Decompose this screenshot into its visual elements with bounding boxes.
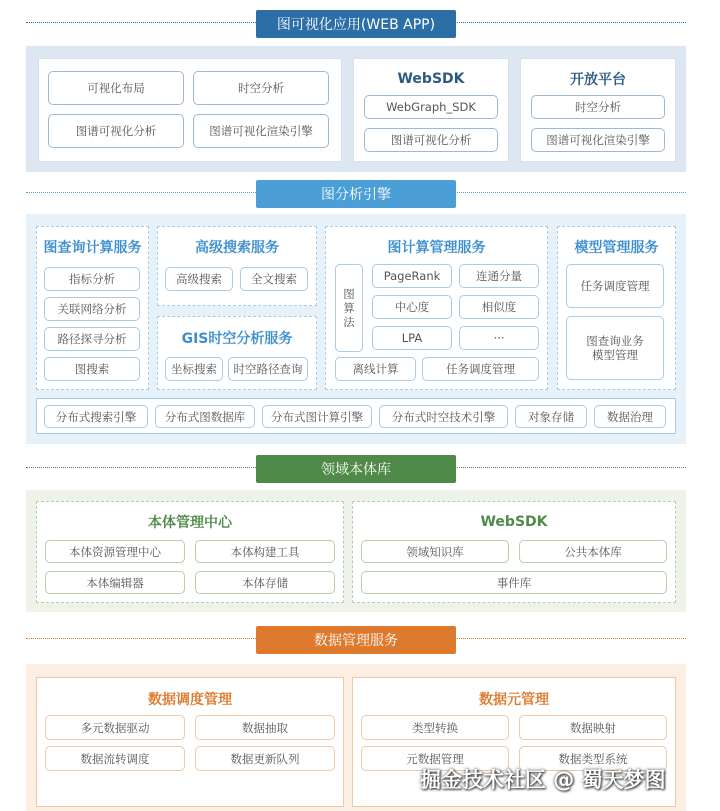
btn-ontology-editor[interactable]: 本体编辑器 [45, 571, 185, 594]
btn-offline-compute[interactable]: 离线计算 [335, 357, 416, 381]
btn-distributed-search[interactable]: 分布式搜索引擎 [44, 405, 148, 428]
btn-metric-analysis[interactable]: 指标分析 [44, 267, 140, 291]
metadata-title: 数据元管理 [479, 692, 549, 708]
btn-fulltext-search[interactable]: 全文搜索 [240, 267, 308, 291]
btn-query-business-model[interactable]: 图查询业务 模型管理 [566, 316, 664, 380]
algorithm-char: 图 [343, 287, 355, 301]
data-scheduling-title: 数据调度管理 [148, 692, 232, 708]
btn-advanced-search[interactable]: 高级搜索 [165, 267, 233, 291]
btn-graph-render-engine[interactable]: 图谱可视化渲染引擎 [193, 114, 329, 148]
gis-service-title: GIS时空分析服务 [181, 331, 293, 347]
btn-websdk-graph-analysis[interactable]: 图谱可视化分析 [364, 128, 498, 152]
btn-event-library[interactable]: 事件库 [361, 571, 667, 594]
ontology-center-title: 本体管理中心 [148, 515, 232, 531]
btn-spatiotemporal-path[interactable]: 时空路径查询 [228, 357, 308, 381]
btn-distributed-spatiotemporal[interactable]: 分布式时空技术引擎 [379, 405, 508, 428]
btn-data-flow-scheduling[interactable]: 数据流转调度 [45, 746, 185, 771]
btn-ontology-resource[interactable]: 本体资源管理中心 [45, 540, 185, 563]
btn-more[interactable]: ··· [459, 326, 539, 350]
websdk-title-1: WebSDK [397, 71, 465, 87]
btn-data-type-system[interactable]: 数据类型系统 [519, 746, 667, 771]
btn-task-scheduling[interactable]: 任务调度管理 [422, 357, 539, 381]
btn-data-mapping[interactable]: 数据映射 [519, 715, 667, 740]
btn-spatiotemporal[interactable]: 时空分析 [193, 71, 329, 105]
section-header-data-mgmt: 数据管理服务 [256, 626, 456, 654]
btn-type-conversion[interactable]: 类型转换 [361, 715, 509, 740]
btn-data-extraction[interactable]: 数据抽取 [195, 715, 335, 740]
btn-data-governance[interactable]: 数据治理 [594, 405, 666, 428]
algorithm-label [335, 264, 363, 352]
btn-object-storage[interactable]: 对象存储 [515, 405, 587, 428]
btn-coordinate-search[interactable]: 坐标搜索 [165, 357, 223, 381]
open-platform-title: 开放平台 [570, 72, 626, 88]
ontology-websdk-title: WebSDK [480, 514, 548, 530]
section-header-graph-engine: 图分析引擎 [256, 180, 456, 208]
btn-visual-layout[interactable]: 可视化布局 [48, 71, 184, 105]
btn-ontology-builder[interactable]: 本体构建工具 [195, 540, 335, 563]
btn-data-update-queue[interactable]: 数据更新队列 [195, 746, 335, 771]
btn-pagerank[interactable]: PageRank [372, 264, 452, 288]
btn-distributed-compute[interactable]: 分布式图计算引擎 [262, 405, 372, 428]
btn-model-task-scheduling[interactable]: 任务调度管理 [566, 264, 664, 308]
compute-service-title: 图计算管理服务 [387, 240, 486, 256]
model-service-title: 模型管理服务 [574, 240, 659, 256]
btn-centrality[interactable]: 中心度 [372, 295, 452, 319]
btn-webgraph-sdk[interactable]: WebGraph_SDK [364, 95, 498, 119]
btn-distributed-graphdb[interactable]: 分布式图数据库 [155, 405, 255, 428]
btn-domain-knowledge[interactable]: 领域知识库 [361, 540, 509, 563]
btn-path-analysis[interactable]: 路径探寻分析 [44, 327, 140, 351]
btn-public-ontology[interactable]: 公共本体库 [519, 540, 667, 563]
btn-graph-visual-analysis[interactable]: 图谱可视化分析 [48, 114, 184, 148]
section-header-ontology: 领域本体库 [256, 455, 456, 483]
btn-ontology-storage[interactable]: 本体存储 [195, 571, 335, 594]
btn-graph-search[interactable]: 图搜索 [44, 357, 140, 381]
btn-open-render-engine[interactable]: 图谱可视化渲染引擎 [531, 128, 665, 152]
query-service-title: 图查询计算服务 [43, 240, 142, 256]
btn-multi-source-driver[interactable]: 多元数据驱动 [45, 715, 185, 740]
btn-metadata-management[interactable]: 元数据管理 [361, 746, 509, 771]
watermark: 掘金技术社区 @ 蜀天梦图 [420, 768, 666, 792]
btn-similarity[interactable]: 相似度 [459, 295, 539, 319]
algorithm-char: 法 [343, 315, 355, 329]
algorithm-char: 算 [343, 301, 355, 315]
btn-lpa[interactable]: LPA [372, 326, 452, 350]
btn-connected-components[interactable]: 连通分量 [459, 264, 539, 288]
btn-open-spatiotemporal[interactable]: 时空分析 [531, 95, 665, 119]
search-service-title: 高级搜索服务 [195, 240, 279, 256]
section-header-web-app: 图可视化应用(WEB APP) [256, 10, 456, 38]
btn-network-analysis[interactable]: 关联网络分析 [44, 297, 140, 321]
